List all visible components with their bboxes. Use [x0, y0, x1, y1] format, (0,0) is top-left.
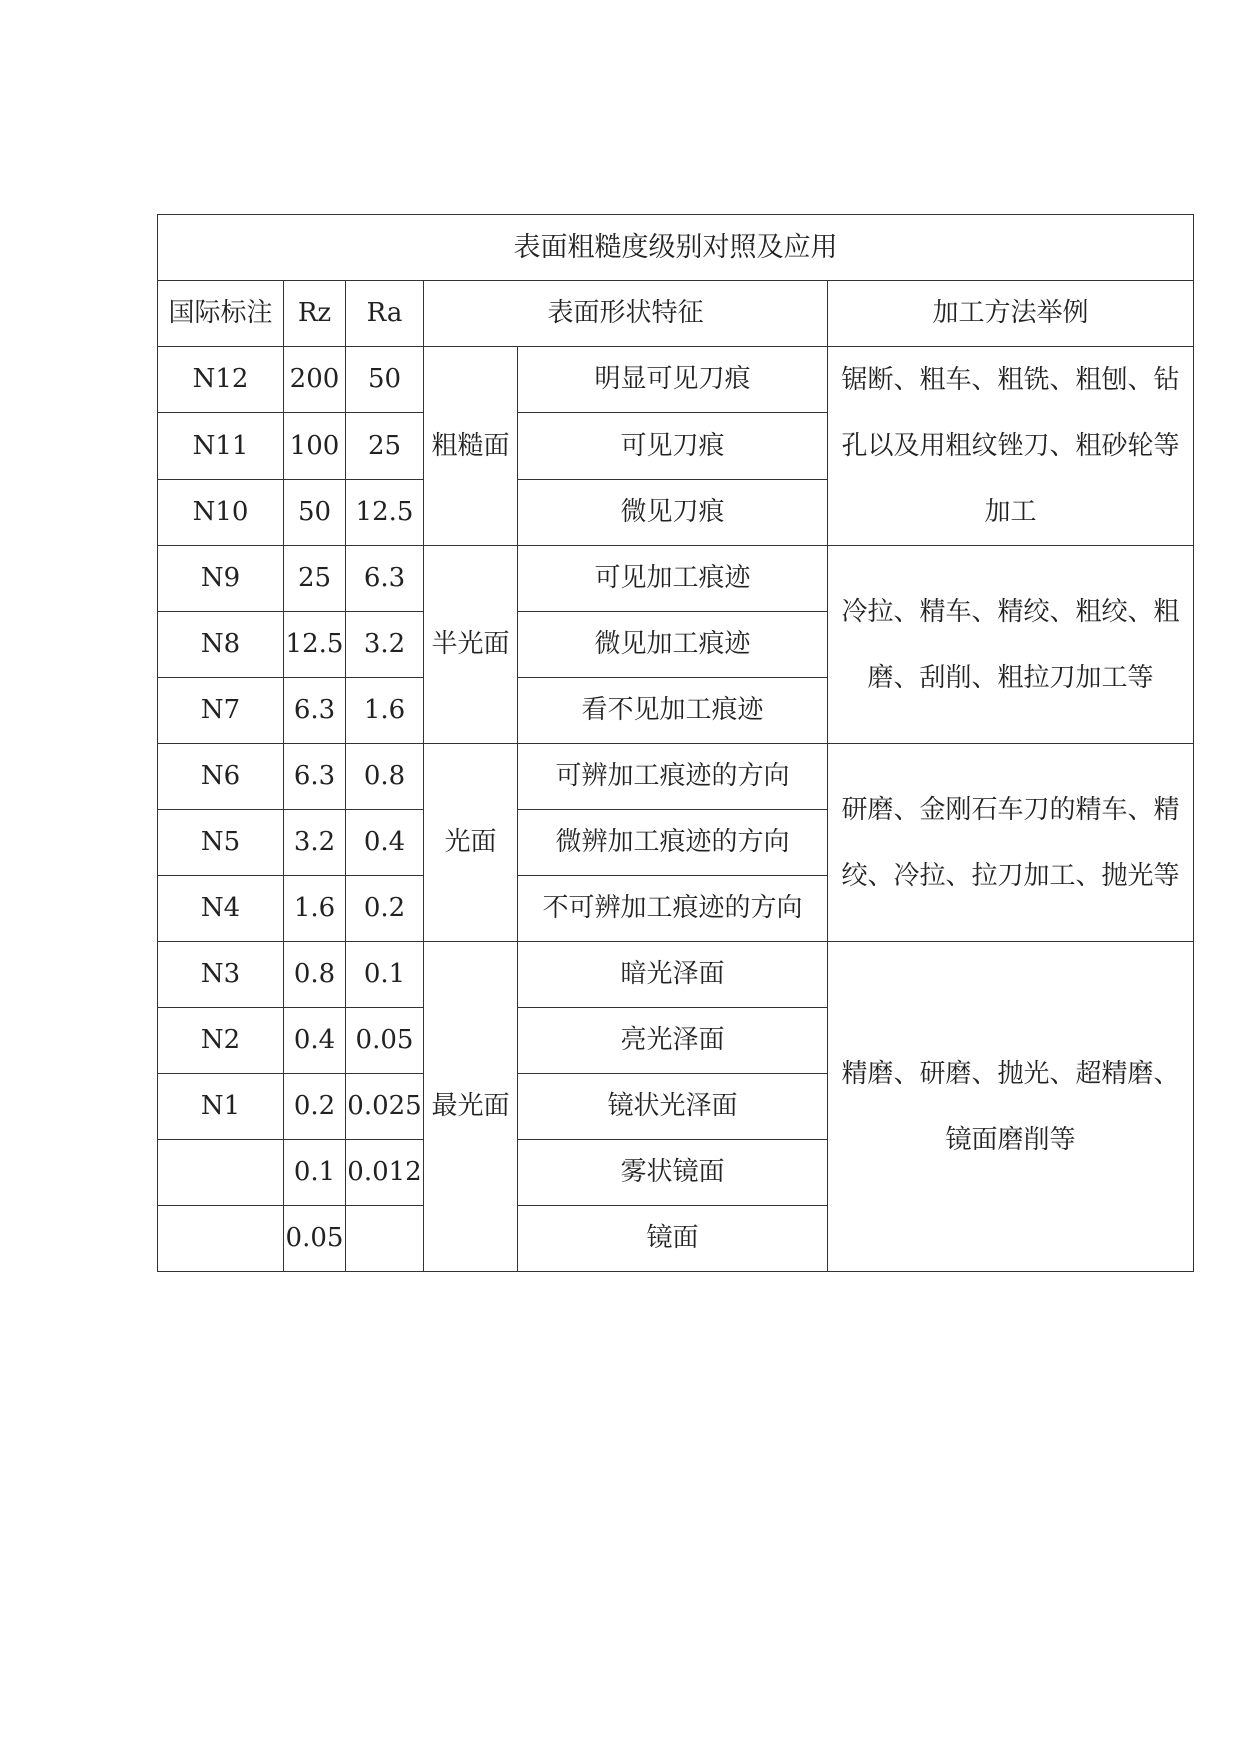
table-body	[158, 215, 1194, 1272]
rz-cell: 100	[284, 413, 346, 479]
ra-cell: 0.2	[346, 876, 424, 942]
rz-cell: 0.05	[284, 1206, 346, 1272]
header-shape: 表面形状特征	[424, 281, 828, 347]
ra-cell: 0.05	[346, 1008, 424, 1074]
shape-feature-cell: 暗光泽面	[518, 942, 828, 1008]
title-row	[158, 215, 1194, 281]
shape-feature-cell: 微见刀痕	[518, 479, 828, 545]
intl-mark-cell: N10	[158, 479, 284, 545]
ra-cell: 50	[346, 347, 424, 413]
ra-cell: 1.6	[346, 678, 424, 744]
surface-group-cell: 光面	[424, 744, 518, 942]
intl-mark-cell: N5	[158, 810, 284, 876]
intl-mark-cell: N12	[158, 347, 284, 413]
header-row	[158, 281, 1194, 347]
intl-mark-cell: N1	[158, 1074, 284, 1140]
ra-cell: 0.1	[346, 942, 424, 1008]
table-title: 表面粗糙度级别对照及应用	[158, 215, 1194, 281]
ra-cell: 12.5	[346, 479, 424, 545]
rz-cell: 200	[284, 347, 346, 413]
intl-mark-cell: N11	[158, 413, 284, 479]
ra-cell: 0.8	[346, 744, 424, 810]
ra-cell: 3.2	[346, 612, 424, 678]
shape-feature-cell: 可辨加工痕迹的方向	[518, 744, 828, 810]
rz-cell: 0.2	[284, 1074, 346, 1140]
intl-mark-cell: N7	[158, 678, 284, 744]
rz-cell: 0.1	[284, 1140, 346, 1206]
ra-cell	[346, 1206, 424, 1272]
shape-feature-cell: 微辨加工痕迹的方向	[518, 810, 828, 876]
ra-cell: 0.012	[346, 1140, 424, 1206]
shape-feature-cell: 明显可见刀痕	[518, 347, 828, 413]
method-cell: 精磨、研磨、抛光、超精磨、镜面磨削等	[828, 942, 1194, 1272]
surface-group-cell: 半光面	[424, 546, 518, 744]
rz-cell: 0.4	[284, 1008, 346, 1074]
method-cell: 锯断、粗车、粗铣、粗刨、钻孔以及用粗纹锉刀、粗砂轮等加工	[828, 347, 1194, 546]
shape-feature-cell: 镜状光泽面	[518, 1074, 828, 1140]
shape-feature-cell: 不可辨加工痕迹的方向	[518, 876, 828, 942]
table-row	[158, 942, 1194, 1008]
intl-mark-cell: N2	[158, 1008, 284, 1074]
method-cell: 冷拉、精车、精绞、粗绞、粗磨、刮削、粗拉刀加工等	[828, 546, 1194, 744]
rz-cell: 6.3	[284, 744, 346, 810]
table-row	[158, 546, 1194, 612]
intl-mark-cell	[158, 1206, 284, 1272]
rz-cell: 1.6	[284, 876, 346, 942]
intl-mark-cell: N6	[158, 744, 284, 810]
shape-feature-cell: 雾状镜面	[518, 1140, 828, 1206]
rz-cell: 50	[284, 479, 346, 545]
ra-cell: 0.4	[346, 810, 424, 876]
shape-feature-cell: 可见刀痕	[518, 413, 828, 479]
ra-cell: 25	[346, 413, 424, 479]
shape-feature-cell: 可见加工痕迹	[518, 546, 828, 612]
rz-cell: 6.3	[284, 678, 346, 744]
intl-mark-cell: N8	[158, 612, 284, 678]
intl-mark-cell: N3	[158, 942, 284, 1008]
ra-cell: 0.025	[346, 1074, 424, 1140]
shape-feature-cell: 亮光泽面	[518, 1008, 828, 1074]
shape-feature-cell: 镜面	[518, 1206, 828, 1272]
surface-group-cell: 最光面	[424, 942, 518, 1272]
roughness-table	[157, 214, 1194, 1272]
header-rz: Rz	[284, 281, 346, 347]
intl-mark-cell	[158, 1140, 284, 1206]
rz-cell: 12.5	[284, 612, 346, 678]
shape-feature-cell: 看不见加工痕迹	[518, 678, 828, 744]
ra-cell: 6.3	[346, 546, 424, 612]
rz-cell: 3.2	[284, 810, 346, 876]
rz-cell: 0.8	[284, 942, 346, 1008]
table-row	[158, 744, 1194, 810]
surface-group-cell: 粗糙面	[424, 347, 518, 546]
intl-mark-cell: N9	[158, 546, 284, 612]
intl-mark-cell: N4	[158, 876, 284, 942]
header-intl: 国际标注	[158, 281, 284, 347]
header-ra: Ra	[346, 281, 424, 347]
header-method: 加工方法举例	[828, 281, 1194, 347]
rz-cell: 25	[284, 546, 346, 612]
method-cell: 研磨、金刚石车刀的精车、精绞、冷拉、拉刀加工、抛光等	[828, 744, 1194, 942]
table-row	[158, 347, 1194, 413]
shape-feature-cell: 微见加工痕迹	[518, 612, 828, 678]
